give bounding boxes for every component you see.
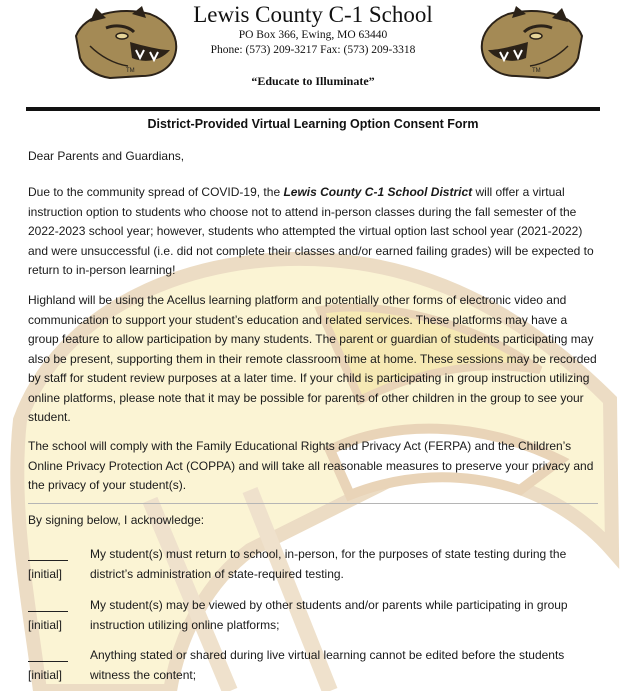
- initial-label: [initial]: [28, 567, 63, 581]
- paragraph-acellus-platform: Highland will be using the Acellus learning platform and potentially other forms of electronic video and communication to support your student’s education and related services. These platforms may have a group feature to allow participation by many students. The parent or guardian of students participating may also be present, supporting them in their remote classroom time at home. These sessions may be recorded by staff for student review purposes at a later time. If your child is participating in group instruction utilizing online platforms, please note that it may be possible for parents of other children in the group to see your student.: [28, 293, 597, 424]
- school-name: Lewis County C-1 School: [193, 2, 433, 27]
- acknowledgement-item: [28, 648, 598, 688]
- initial-label: [initial]: [28, 618, 63, 632]
- district-name-emphasis: Lewis County C-1 School District: [283, 185, 473, 199]
- acknowledgement-text: My student(s) may be viewed by other students and/or parents while participating in group instruction utilizing online platforms;: [90, 598, 568, 632]
- initial-blank-line[interactable]: [28, 560, 68, 561]
- school-address: PO Box 366, Ewing, MO 63440: [238, 29, 388, 41]
- initial-blank-line[interactable]: [28, 611, 68, 612]
- acknowledgement-item: [28, 598, 598, 638]
- acknowledgement-text: My student(s) must return to school, in-person, for the purposes of state testing during the district’s administration of state-required testing.: [90, 547, 567, 581]
- form-title: District-Provided Virtual Learning Option Consent Form: [147, 117, 479, 131]
- trademark-right: TM: [532, 68, 541, 74]
- section-divider: [28, 503, 598, 504]
- initial-blank-line[interactable]: [28, 661, 68, 662]
- acknowledge-intro: By signing below, I acknowledge:: [28, 513, 205, 527]
- school-phone-fax: Phone: (573) 209-3217 Fax: (573) 209-3318: [210, 44, 416, 56]
- acknowledgement-text: Anything stated or shared during live virtual learning cannot be edited before the students witness the content;: [90, 648, 565, 682]
- greeting: Dear Parents and Guardians,: [28, 149, 185, 163]
- school-motto: “Educate to Illuminate”: [251, 74, 375, 88]
- trademark-left: TM: [126, 68, 135, 74]
- initial-label: [initial]: [28, 668, 63, 682]
- paragraph-ferpa-coppa: The school will comply with the Family Educational Rights and Privacy Act (FERPA) and the Children’s Online Privacy Protection Act (COPPA) and will take all reasonable measures to preserve your privacy and the privacy of your student(s).: [28, 439, 594, 492]
- acknowledgement-item: [28, 547, 598, 587]
- header-divider: [26, 107, 600, 111]
- paragraph-covid-virtual-option: Due to the community spread of COVID-19, the Lewis County C-1 School District will offer a virtual instruction option to students who choose not to attend in-person classes during the fall semester of the 2022-2023 school year; however, students who attempted the virtual option last school year (2021-2022) and were unsuccessful (i.e. did not complete their classes and/or earned failing grades) will be expected to return to in-person learning!: [28, 185, 594, 277]
